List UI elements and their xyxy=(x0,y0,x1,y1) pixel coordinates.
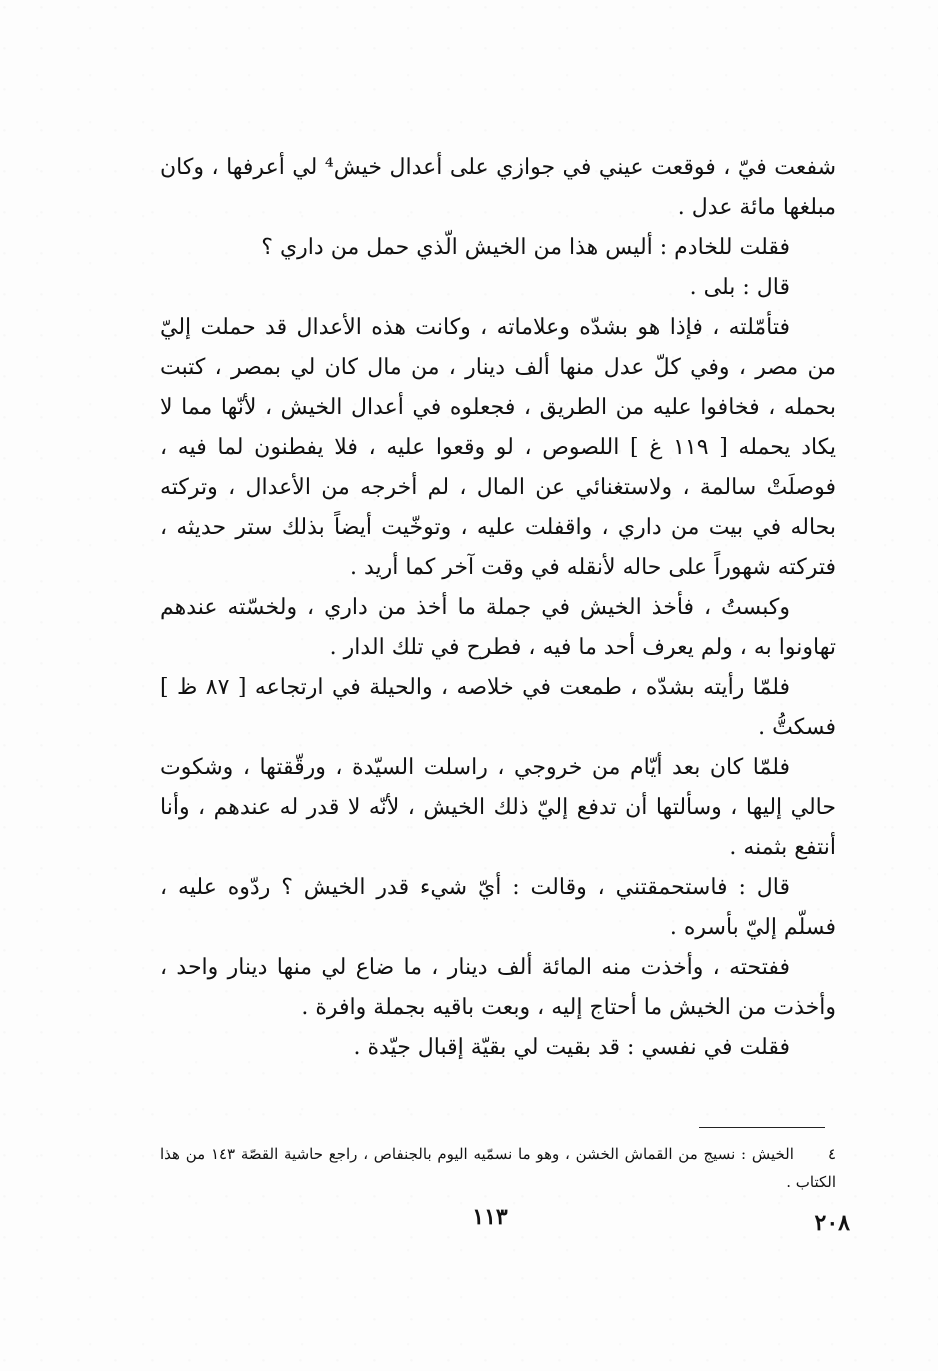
paragraph-9: ففتحته ، وأخذت منه المائة ألف دينار ، ما ضاع لي منها دينار واحد ، وأخذت من الخيش ما أحتاج إليه ، وبعت باقيه بجملة وافرة . xyxy=(160,955,836,1020)
main-text xyxy=(160,148,836,1068)
paragraph-10: فقلت في نفسي : قد بقيت لي بقيّة إقبال جيّدة . xyxy=(353,1035,790,1060)
footnote xyxy=(160,1140,836,1196)
paragraph-5: وكبستُ ، فأخذ الخيش في جملة ما أخذ من داري ، ولخسّته عندهم تهاونوا به ، ولم يعرف أحد ما فيه ، فطرح في تلك الدار . xyxy=(160,595,836,660)
footnote-divider xyxy=(699,1127,825,1128)
paragraph-1: شفعت فيّ ، فوقعت عيني في جوازي على أعدال خيش⁴ لي أعرفها ، وكان مبلغها مائة عدل . xyxy=(160,155,837,220)
signature-mark: ٢٠٨ xyxy=(814,1210,850,1236)
page-number: ١١٣ xyxy=(472,1204,508,1230)
paragraph-4: فتأمّلته ، فإذا هو بشدّه وعلاماته ، وكانت هذه الأعدال قد حملت إليّ من مصر ، وفي كلّ عدل منها ألف دينار ، من مال كان لي بمصر ، كتبت بحمله ، فخافوا عليه من الطريق ، فجعلوه في أعدال الخيش ، لأنّها مما لا يكاد يحمله [ ١١٩ غ ] اللصوص ، لو وقعوا عليه ، فلا يفطنون لما فيه ، فوصلَتْ سالمة ، ولاستغنائي عن المال ، لم أخرجه من الأعدال ، وتركته بحاله في بيت من داري ، واقفلت عليه ، وتوخّيت أيضاً بذلك ستر حديثه ، فتركته شهوراً على حاله لأنقله في وقت آخر كما أريد . xyxy=(160,315,836,580)
paragraph-6: فلمّا رأيته بشدّه ، طمعت في خلاصه ، والحيلة في ارتجاعه [ ٨٧ ظ ] فسكتُّ . xyxy=(160,675,836,740)
paragraph-8: قال : فاستحمقتني ، وقالت : أيّ شيء قدر الخيش ؟ ردّوه عليه ، فسلّم إليّ بأسره . xyxy=(160,875,836,940)
paragraph-3: قال : بلى . xyxy=(689,275,790,300)
paragraph-2: فقلت للخادم : أليس هذا من الخيش الّذي حمل من داري ؟ xyxy=(261,235,790,260)
footnote-number: ٤ xyxy=(827,1145,836,1163)
paragraph-7: فلمّا كان بعد أيّام من خروجي ، راسلت السيّدة ، ورقّقتها ، وشكوت حالي إليها ، وسألتها أن تدفع إليّ ذلك الخيش ، لأنّه لا قدر له عندهم ، وأنا أنتفع بثمنه . xyxy=(160,755,836,860)
footnote-text: الخيش : نسيج من القماش الخشن ، وهو ما نسمّيه اليوم بالجنفاص ، راجع حاشية القصّة ١٤٣ من هذا الكتاب . xyxy=(160,1145,836,1191)
